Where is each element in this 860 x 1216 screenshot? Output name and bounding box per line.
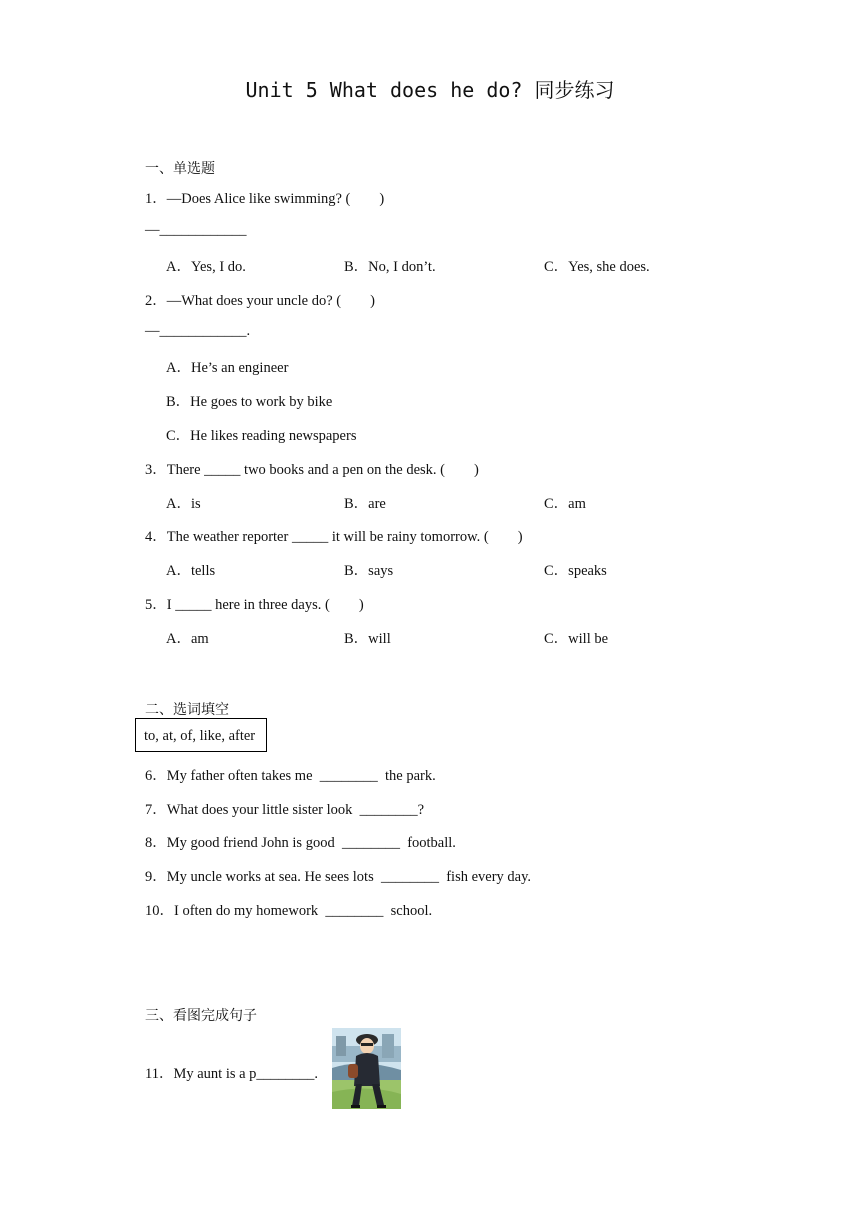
- question-2-option-b: B．He goes to work by bike: [166, 394, 333, 410]
- section-heading-picture-sentence: 三、看图完成句子: [145, 1008, 257, 1024]
- question-1-answer-line: —____________: [145, 222, 247, 238]
- question-3-option-b: B．are: [344, 496, 386, 512]
- section-heading-single-choice: 一、单选题: [145, 161, 215, 177]
- question-4-stem: 4．The weather reporter _____ it will be rainy tomorrow. ( ): [145, 529, 523, 545]
- question-1-option-c: C．Yes, she does.: [544, 259, 650, 275]
- question-5-option-a: A．am: [166, 631, 209, 647]
- question-2-option-a: A．He’s an engineer: [166, 360, 289, 376]
- question-1-stem: 1．—Does Alice like swimming? ( ): [145, 191, 385, 207]
- question-5-option-c: C．will be: [544, 631, 609, 647]
- question-10: 10．I often do my homework ________ school.: [145, 903, 433, 919]
- question-1-option-a: A．Yes, I do.: [166, 259, 246, 275]
- question-2-option-c: C．He likes reading newspapers: [166, 428, 357, 444]
- question-5-option-b: B．will: [344, 631, 391, 647]
- question-2-stem: 2．—What does your uncle do? ( ): [145, 293, 375, 309]
- question-3-stem: 3．There _____ two books and a pen on the desk. ( ): [145, 462, 479, 478]
- question-6: 6．My father often takes me ________ the park.: [145, 768, 436, 784]
- question-8: 8．My good friend John is good ________ football.: [145, 835, 456, 851]
- question-4-option-b: B．says: [344, 563, 394, 579]
- question-9: 9．My uncle works at sea. He sees lots ________ fish every day.: [145, 869, 532, 885]
- question-3-option-c: C．am: [544, 496, 586, 512]
- question-1-option-b: B．No, I don’t.: [344, 259, 436, 275]
- question-11: 11．My aunt is a p________.: [145, 1066, 319, 1082]
- page-title: Unit 5 What does he do? 同步练习: [245, 78, 615, 102]
- question-7: 7．What does your little sister look ________?: [145, 802, 425, 818]
- question-2-answer-line: —____________.: [145, 323, 251, 339]
- question-4-option-c: C．speaks: [544, 563, 607, 579]
- police-officer-illustration: [332, 1028, 401, 1109]
- question-4-option-a: A．tells: [166, 563, 216, 579]
- question-5-stem: 5．I _____ here in three days. ( ): [145, 597, 364, 613]
- question-3-option-a: A．is: [166, 496, 201, 512]
- word-bank-box: to, at, of, like, after: [135, 718, 267, 752]
- section-heading-word-fill: 二、选词填空: [145, 702, 229, 718]
